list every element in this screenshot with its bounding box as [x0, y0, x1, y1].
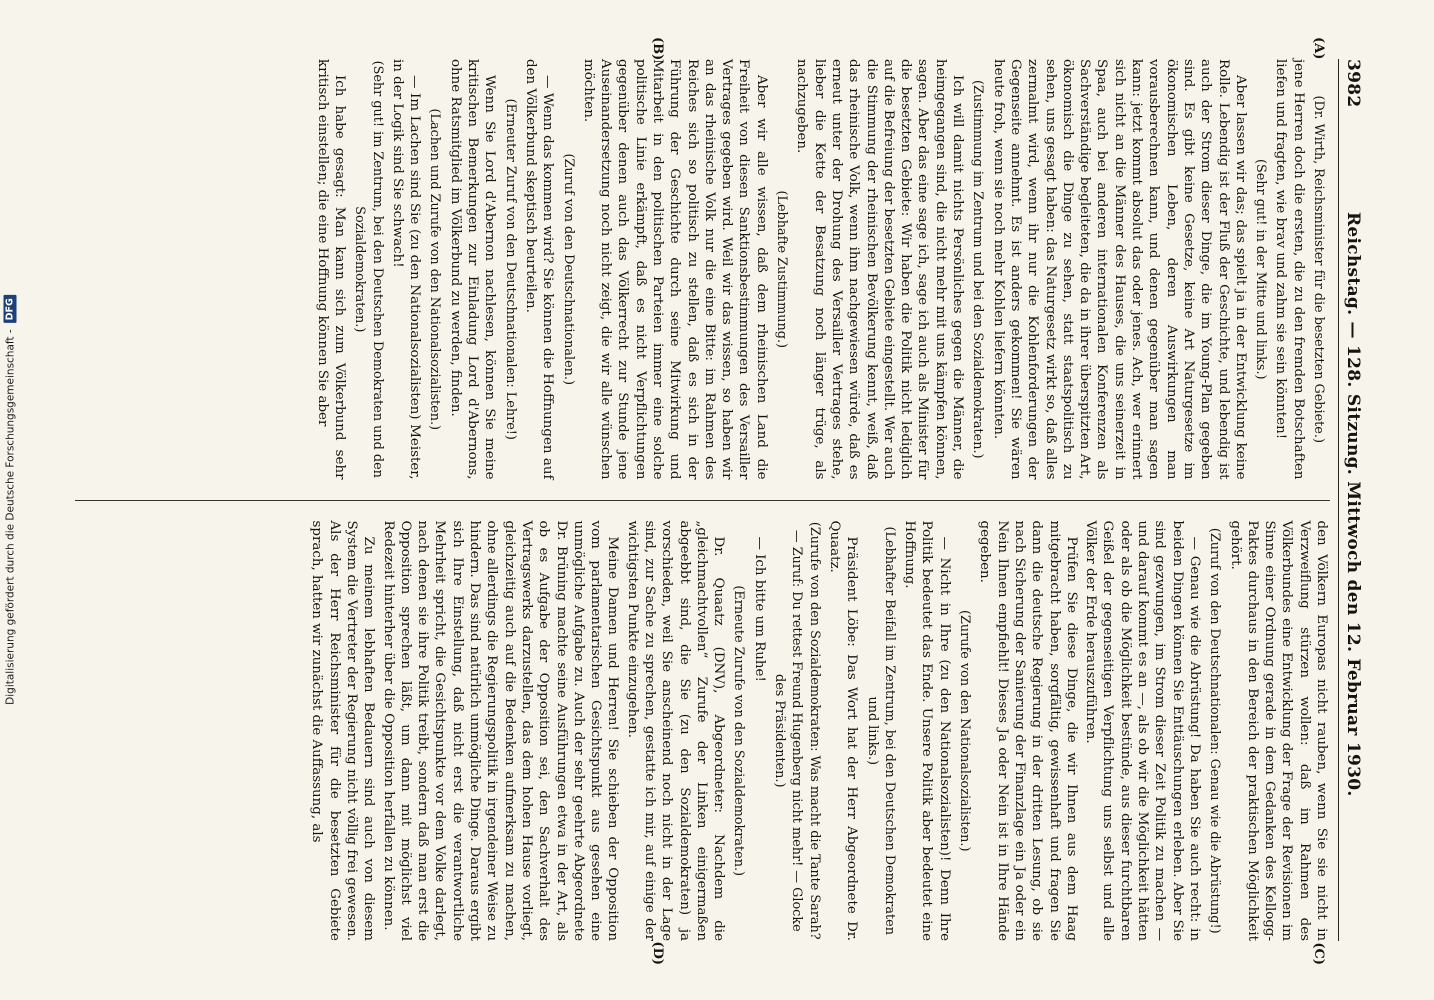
paragraph: den Völkern Europas nicht rauben, wenn Sie sie nicht in Verzweiflung stürzen wollen: daß im Rahmen des Völkerbundes eine Entwicklung der Frage der Revisionen im Sinne einer Ordnung gerade in dem Gedanken des Kellogg-Paktes durchaus in den Bereich der praktischen Möglichkeit gehört. [1227, 520, 1329, 941]
paragraph: Wenn Sie Lord d'Abernon nachlesen, können Sie meine kritischen Bemerkungen zur Einladung Lord d'Abernons, ohne Ratsmitglied im Völkerbund zu werden, finden. [447, 59, 498, 480]
page-header [1338, 59, 1363, 941]
interjection: (Lachen und Zurufe von den Nationalsozialisten.) [427, 108, 443, 431]
left-column [75, 59, 1330, 480]
interjection: (Zurufe von den Nationalsozialisten.) [957, 610, 973, 852]
interjection: (Zuruf von den Deutschnationalen.) [560, 153, 576, 385]
footer-text: Digitalisierung gefördert durch die Deutsche Forschungsgemeinschaft - [4, 329, 16, 705]
paragraph: — Ich bitte um Ruhe! [751, 536, 767, 682]
paragraph: Aber wir alle wissen, daß dem rheinischen Land die Freiheit von diesen Sanktionsbestimmungen des Versailler Vertrages gegeben wird. Weil wir das wissen, so haben wir an das rheinische Volk nur die eine Bitte: im Rahmen des Reiches sich so politisch zu stellen, daß es sich in der Führung der Geschichte durch seine Mitwirkung und Mitarbeit in den politischen Parteien immer eine solche politische Linie erkämpft, daß es nicht Verpflichtungen gegenüber denen auch das Völkerrecht zur Stunde jene Auseinandersetzung noch nicht zeigt, die wir alle wünschen möchten. [580, 59, 769, 480]
margin-marker-b: (B) [650, 37, 665, 61]
interjection: (Zustimmung im Zentrum und bei den Sozialdemokraten.) [970, 79, 986, 459]
interjection: (Zuruf von den Deutschnationalen: Genau wie die Abrüstung!) [1207, 527, 1223, 934]
interjection: (Lebhafter Beifall im Zentrum, bei den Deutschen Demokraten und links.) [864, 526, 897, 935]
paragraph: Ich will damit nichts Persönliches gegen die Männer, die heimgegangen sind, die nicht mehr mit uns kämpfen können, sagen. Aber das eine sage ich, sage ich auch als Minister für die besetzten Gebiete: Wir haben die Politik nicht lediglich auf die Befreiung der besetzten Gebiete eingestellt. Wer auch die Stimmung der rheinischen Bevölkerung kennt, weiß, daß das rheinische Volk, wenn ihm nachgewiesen würde, daß es erneut unter der Drohung des Versailler Vertrages stehe, lieber die Kette der Besatzung noch länger trüge, als nachzugeben. [794, 59, 966, 480]
interjection: (Erneuter Zuruf von den Deutschnationalen: Lehre!) [502, 98, 518, 440]
margin-marker-d: (D) [650, 941, 665, 965]
digitization-footer [2, 4, 18, 996]
paragraph: Präsident Löbe: Das Wort hat der Herr Abgeordnete Dr. Quaatz. [826, 520, 860, 941]
document-page [57, 35, 1377, 965]
dfg-logo: DFG [4, 295, 17, 323]
interjection: (Dr. Wirth, Reichsminister für die besetzten Gebiete.) [1311, 95, 1326, 443]
text-columns [75, 37, 1330, 965]
interjection: (Lebhafte Zustimmung.) [774, 190, 790, 349]
right-column [75, 521, 1330, 942]
paragraph: Dr. Quaatz (DNV), Abgeordneter: Nachdem die „gleichmachtvollen“ Zurufe der Linken einigermaßen abgeebbt sind, die Sie (zu den Sozialdemokraten) ja vorschieden, weil Sie anscheinend noch nicht in der Lage sind, zur Sache zu sprechen, gestatte ich mir, auf einige der wichtigsten Punkte einzugehen. [624, 520, 727, 941]
interjection: (Sehr gut! in der Mitte und links.) [1253, 158, 1269, 380]
paragraph: Meine Damen und Herren! Sie schieben der Opposition vom parlamentarischen Gesichtspunkt aus gesehen eine unmögliche Aufgabe zu. Auch der sehr geehrte Abgeordnete Dr. Brüning machte seine Ausführungen etwa in der Art, als ob es Aufgabe der Opposition sei, den Sachverhalt des Vertragswerks darzustellen, das dem hohen Hause vorliegt, gleichzeitig auch auf die Bedenken aufmerksam zu machen, ohne allerdings die Regierungspolitik in irgendeiner Weise zu hindern. Das sind natürlich unmögliche Dinge. Daraus ergibt sich Ihre Einstellung, daß nicht erst die verantwortliche Mehrheit spricht, die Gesichtspunkte vor dem Volke darlegt, nach denen sie ihre Politik treibt, sondern daß man erst die Opposition sprechen läßt, um dann mit möglichst viel Redezeit hinterher über die Opposition herfallen zu können. [380, 520, 621, 941]
margin-marker-a: (A) [1311, 37, 1326, 60]
margin-marker-c: (C) [1311, 942, 1326, 965]
paragraph: Prüfen Sie diese Dinge, die wir Ihnen aus dem Haag mitgebracht haben, sorgfältig, gewissenhaft und fragen Sie dann die deutsche Regierung in der dritten Lesung, ob sie nach Sicherung der Sanierung der Finanzlage ein Ja oder ein Nein Ihnen empfiehlt! Dieses Ja oder Nein ist in Ihre Hände gegeben. [977, 520, 1079, 941]
page-number: 3982 [1343, 59, 1363, 108]
column-divider [75, 500, 1330, 501]
interjection: (Sehr gut! im Zentrum, bei den Deutschen Demokraten und den Sozialdemokraten.) [352, 60, 385, 478]
paragraph: Ich habe gesagt: Man kann sich zum Völkerbund sehr kritisch einstellen; die eine Hoffnung können Sie aber [314, 59, 347, 480]
interjection: (Erneute Zurufe von den Sozialdemokraten.) [731, 585, 747, 877]
paragraph: Zu meinem lebhaften Bedauern sind auch von diesem System die Vertreter der Regierung nicht völlig frei gewesen. Als der Herr Reichsminister für die besetzten Gebiete sprach, hatten wir zunächst die Auffassung, als [309, 520, 377, 941]
paragraph: Aber lassen wir das; das spielt ja in der Entwicklung keine Rolle. Lebendig ist der Fluß der Geschichte, und lebendig ist auch der Strom dieser Dinge, die im Young-Plan gegeben sind. Es gibt keine Gesetze, keine Art Naturgesetze im ökonomischen Leben, deren Auswirkungen man vorausberechnen kann, und denen gegenüber man sagen kann: jetzt kommt absolut das oder jenes. Ach, wer erinnert sich nicht an die Männer des Hauses, die uns seinerzeit in Spaa, auch bei anderen internationalen Konferenzen als Sachverständige begleiteten, die da in ihrer überspitzten Art, ökonomisch die Dinge zu sehen, statt staatspolitisch zu sehen, uns gesagt haben: das Naturgesetz wirkt so, daß alles zermalmt wird, wenn ihr nur die Kohlenforderungen der Gegenseite annehmt. Es ist anders gekommen! Sie wären heute froh, wenn sie noch mehr Kohlen liefern könnten. [990, 59, 1248, 480]
paragraph: — Im Lachen sind Sie (zu den Nationalsozialisten) Meister, in der Logik sind Sie schwach! [389, 59, 423, 480]
interjection: (Zurufe von den Sozialdemokraten: Was macht die Tante Sarah? — Zuruf: Du rettest Freund Hugenberg nicht mehr! — Glocke des Präsidenten.) [772, 521, 822, 940]
paragraph: — Nicht in Ihre (zu den Nationalsozialisten)! Denn Ihre Politik bedeutet das Ende. Unsere Politik aber bedeutet eine Hoffnung. [902, 520, 952, 941]
paragraph: — Genau wie die Abrüstung! Da haben Sie auch recht: in beiden Dingen können Sie Enttäuschungen erleben. Aber Sie sind gezwungen, im Strom dieser Zeit Politik zu machen — und darauf kommt es an —, als ob wir die Möglichkeit hätten oder als ob die Möglichkeit bestünde, aus dieser furchtbaren Geißel der gegenseitigen Verpflichtung uns selbst und alle Völker der Erde herauszuführen. [1083, 520, 1202, 941]
paragraph: jene Herren doch die ersten, die zu den fremden Botschaften liefen und fragten, wie brav und zahm sie sein könnten! [1273, 59, 1306, 480]
page-title: Reichstag. — 128. Sitzung. Mittwoch den 12. Februar 1930. [1343, 211, 1363, 797]
paragraph: — Wenn das kommen wird? Sie können die Hoffnungen auf den Völkerbund skeptisch beurteilen. [522, 59, 556, 480]
